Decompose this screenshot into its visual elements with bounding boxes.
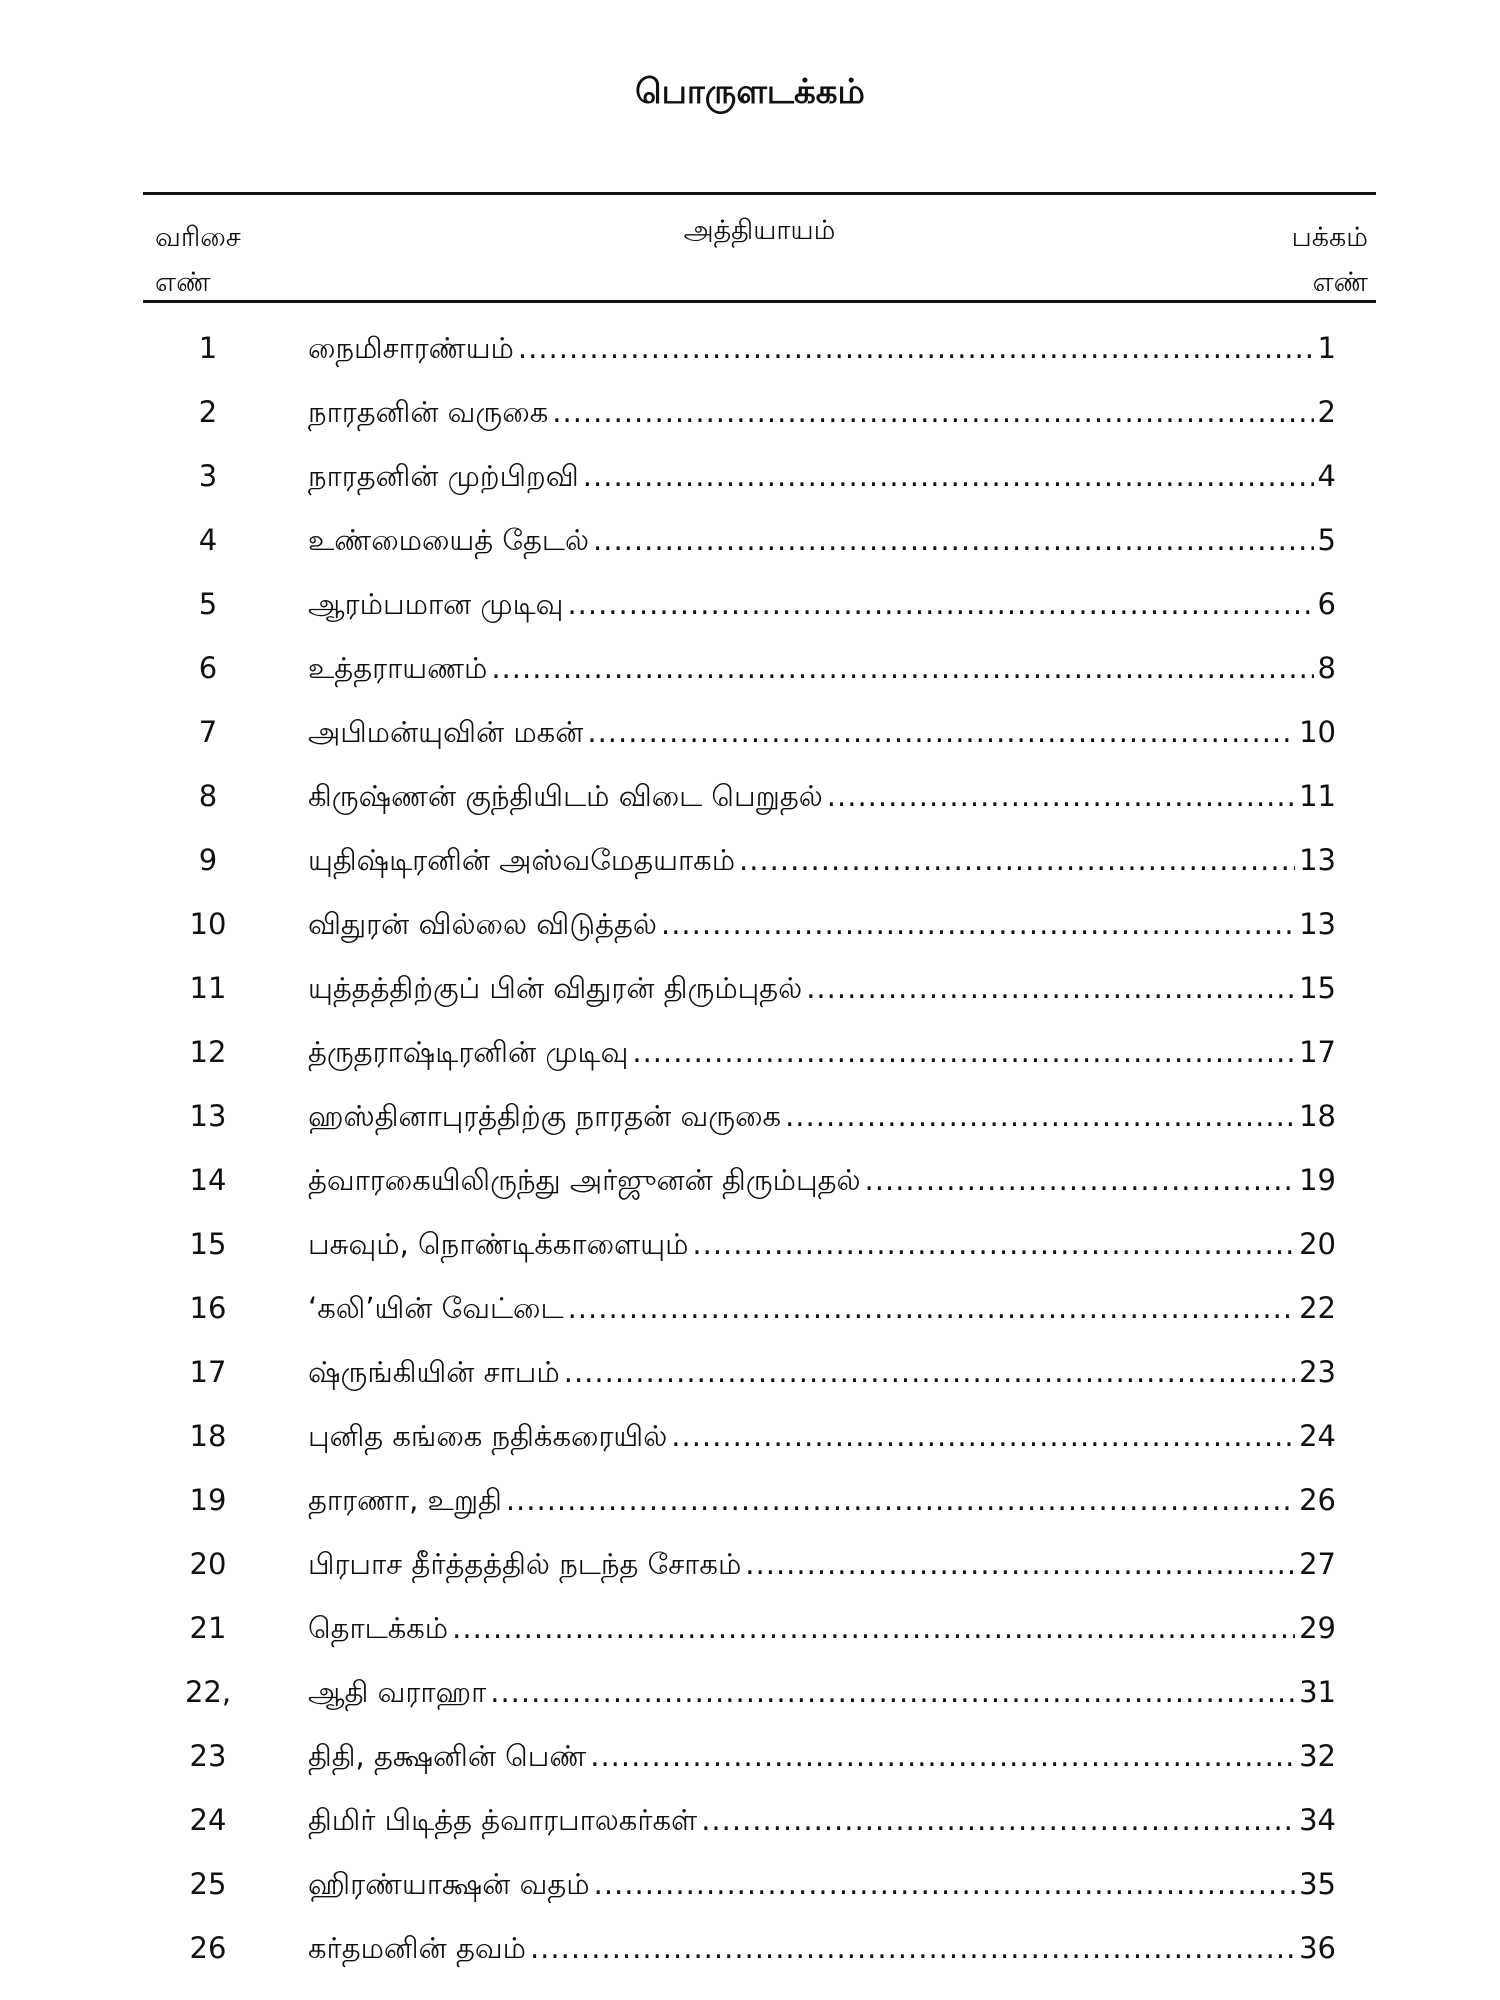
toc-row [143, 385, 1376, 449]
toc-row-leader-dots [865, 1163, 1296, 1197]
toc-row-leader-dots [491, 651, 1313, 685]
toc-row-page: 15 [1299, 971, 1336, 1005]
toc-row-leader-dots [552, 395, 1313, 429]
toc-row [143, 1025, 1376, 1089]
table-of-contents [143, 192, 1376, 1985]
toc-row-title: தொடக்கம் [308, 1611, 449, 1645]
toc-row [143, 1857, 1376, 1921]
toc-row-leader-dots [745, 1547, 1295, 1581]
toc-row [143, 577, 1376, 641]
toc-row-leader-dots [594, 1867, 1295, 1901]
toc-row-page: 29 [1299, 1611, 1336, 1645]
toc-row-title: பசுவும், நொண்டிக்காளையும் [308, 1227, 689, 1261]
toc-row-entry [308, 1867, 1336, 1905]
toc-row-page: 10 [1299, 715, 1336, 749]
toc-row-page: 5 [1317, 523, 1336, 557]
toc-row-title: அபிமன்யுவின் மகன் [308, 715, 584, 749]
toc-row [143, 449, 1376, 513]
toc-row-number: 1 [198, 331, 218, 365]
toc-row-title: உண்மையைத் தேடல் [308, 523, 590, 557]
toc-row-entry [308, 1483, 1336, 1521]
toc-row-title: நாரதனின் முற்பிறவி [308, 459, 579, 493]
toc-row-title: திதி, தக்ஷனின் பெண் [308, 1739, 587, 1773]
toc-row-page: 27 [1299, 1547, 1336, 1581]
toc-row-leader-dots [490, 1675, 1295, 1709]
toc-row-number: 13 [189, 1099, 227, 1133]
toc-row-number: 17 [189, 1355, 227, 1389]
toc-row-page: 23 [1299, 1355, 1336, 1389]
toc-row-leader-dots [506, 1483, 1295, 1517]
toc-row-leader-dots [564, 1355, 1295, 1389]
header-chapter: அத்தியாயம் [683, 215, 836, 246]
toc-row-leader-dots [567, 587, 1313, 621]
toc-row-entry [308, 1227, 1336, 1265]
toc-row-entry [308, 1355, 1336, 1393]
toc-row-page: 17 [1299, 1035, 1336, 1069]
toc-row-page: 18 [1299, 1099, 1336, 1133]
toc-row-number: 5 [198, 587, 218, 621]
toc-row-page: 24 [1299, 1419, 1336, 1453]
toc-row [143, 1345, 1376, 1409]
toc-row [143, 1217, 1376, 1281]
toc-row-leader-dots [661, 907, 1295, 941]
toc-row-page: 6 [1317, 587, 1336, 621]
toc-row-page: 19 [1299, 1163, 1336, 1197]
table-header [143, 195, 1376, 300]
toc-row-leader-dots [587, 715, 1295, 749]
toc-row-page: 26 [1299, 1483, 1336, 1517]
toc-row [143, 1921, 1376, 1985]
toc-row-title: ஹிரண்யாக்ஷன் வதம் [308, 1867, 590, 1901]
toc-row [143, 1281, 1376, 1345]
toc-row-title: ஷ்ருங்கியின் சாபம் [308, 1355, 560, 1389]
toc-row-entry [308, 1739, 1336, 1777]
toc-row-page: 13 [1299, 843, 1336, 877]
toc-row-title: உத்தராயணம் [308, 651, 488, 685]
toc-row-number: 25 [189, 1867, 227, 1901]
toc-row-title: விதுரன் வில்லை விடுத்தல் [308, 907, 657, 941]
header-page-line1: பக்கம் [1291, 222, 1368, 253]
toc-row-entry [308, 587, 1336, 625]
toc-row-number: 24 [189, 1803, 227, 1837]
toc-row-number: 2 [198, 395, 218, 429]
toc-row-entry [308, 459, 1336, 497]
toc-row-leader-dots [452, 1611, 1295, 1645]
toc-row-page: 34 [1299, 1803, 1336, 1837]
toc-row-leader-dots [518, 331, 1314, 365]
toc-row [143, 1537, 1376, 1601]
toc-row-number: 11 [189, 971, 227, 1005]
toc-rows [143, 321, 1376, 1985]
toc-row [143, 1793, 1376, 1857]
toc-row-entry [308, 1547, 1336, 1585]
toc-row-leader-dots [583, 459, 1314, 493]
toc-row-number: 16 [189, 1291, 227, 1325]
toc-row-entry [308, 1803, 1336, 1841]
toc-row [143, 1409, 1376, 1473]
toc-row-entry [308, 1035, 1336, 1073]
toc-row-number: 21 [189, 1611, 227, 1645]
toc-row-title: கிருஷ்ணன் குந்தியிடம் விடை பெறுதல் [308, 779, 823, 813]
toc-row [143, 1665, 1376, 1729]
toc-row [143, 897, 1376, 961]
toc-row [143, 321, 1376, 385]
toc-row-number: 12 [189, 1035, 227, 1069]
toc-row-page: 4 [1317, 459, 1336, 493]
header-page-number [1292, 215, 1368, 305]
toc-row-entry [308, 1163, 1336, 1201]
toc-row-entry [308, 1611, 1336, 1649]
toc-row-number: 7 [198, 715, 218, 749]
toc-row-page: 36 [1299, 1931, 1336, 1965]
toc-row-leader-dots [692, 1227, 1295, 1261]
toc-row [143, 513, 1376, 577]
toc-row-page: 13 [1299, 907, 1336, 941]
toc-row-title: ‘கலி’யின் வேட்டை [308, 1291, 564, 1325]
toc-row-title: ஆரம்பமான முடிவு [308, 587, 564, 621]
toc-row-entry [308, 331, 1336, 369]
toc-row-entry [308, 1931, 1336, 1969]
toc-row-title: பிரபாச தீர்த்தத்தில் நடந்த சோகம் [308, 1547, 742, 1581]
toc-row-number: 22, [184, 1675, 232, 1709]
toc-row-leader-dots [593, 523, 1314, 557]
toc-row-entry [308, 523, 1336, 561]
page-title: பொருளடக்கம் [635, 72, 865, 112]
toc-row-leader-dots [701, 1803, 1295, 1837]
toc-row [143, 705, 1376, 769]
toc-row-entry [308, 1099, 1336, 1137]
toc-row-leader-dots [739, 843, 1295, 877]
toc-row-page: 31 [1299, 1675, 1336, 1709]
toc-row-page: 20 [1299, 1227, 1336, 1261]
toc-row-entry [308, 843, 1336, 881]
toc-row [143, 1473, 1376, 1537]
toc-row-entry [308, 1291, 1336, 1329]
toc-row-title: ஹஸ்தினாபுரத்திற்கு நாரதன் வருகை [308, 1099, 782, 1133]
toc-row-title: யுத்தத்திற்குப் பின் விதுரன் திரும்புதல் [308, 971, 803, 1005]
toc-row-number: 15 [189, 1227, 227, 1261]
toc-row [143, 961, 1376, 1025]
toc-row [143, 1089, 1376, 1153]
toc-row-number: 6 [198, 651, 218, 685]
toc-row-title: நைமிசாரண்யம் [308, 331, 514, 365]
toc-row-number: 23 [189, 1739, 227, 1773]
toc-row-page: 32 [1299, 1739, 1336, 1773]
toc-row-entry [308, 971, 1336, 1009]
toc-row-page: 11 [1299, 779, 1336, 813]
toc-row-page: 22 [1299, 1291, 1336, 1325]
toc-row-leader-dots [671, 1419, 1295, 1453]
toc-row-number: 14 [189, 1163, 227, 1197]
toc-row-title: திமிர் பிடித்த த்வாரபாலகர்கள் [308, 1803, 698, 1837]
toc-row-page: 8 [1317, 651, 1336, 685]
toc-row-number: 4 [198, 523, 218, 557]
toc-row-number: 3 [198, 459, 218, 493]
toc-row-page: 35 [1299, 1867, 1336, 1901]
toc-row-title: கர்தமனின் தவம் [308, 1931, 526, 1965]
toc-row-leader-dots [590, 1739, 1295, 1773]
toc-row-entry [308, 1675, 1336, 1713]
toc-row-leader-dots [568, 1291, 1296, 1325]
toc-row-number: 9 [198, 843, 218, 877]
toc-row-title: நாரதனின் வருகை [308, 395, 549, 429]
toc-row-number: 19 [189, 1483, 227, 1517]
toc-row-title: புனித கங்கை நதிக்கரையில் [308, 1419, 668, 1453]
toc-row-title: த்ருதராஷ்டிரனின் முடிவு [308, 1035, 629, 1069]
toc-row [143, 1729, 1376, 1793]
toc-row-title: தாரணா, உறுதி [308, 1483, 502, 1517]
toc-row [143, 1153, 1376, 1217]
toc-row-number: 26 [189, 1931, 227, 1965]
toc-row [143, 1601, 1376, 1665]
toc-row [143, 769, 1376, 833]
toc-row-entry [308, 907, 1336, 945]
toc-row-leader-dots [785, 1099, 1295, 1133]
toc-row-leader-dots [632, 1035, 1295, 1069]
toc-row-title: யுதிஷ்டிரனின் அஸ்வமேதயாகம் [308, 843, 736, 877]
header-serial-line2: எண் [155, 267, 211, 298]
toc-row-leader-dots [530, 1931, 1295, 1965]
toc-row-number: 18 [189, 1419, 227, 1453]
toc-row-entry [308, 651, 1336, 689]
header-serial-line1: வரிசை [155, 222, 241, 253]
toc-row [143, 833, 1376, 897]
toc-row-leader-dots [806, 971, 1295, 1005]
toc-row-entry [308, 395, 1336, 433]
toc-row-title: த்வாரகையிலிருந்து அர்ஜுனன் திரும்புதல் [308, 1163, 861, 1197]
header-page-line2: எண் [1312, 267, 1368, 298]
toc-row-page: 2 [1317, 395, 1336, 429]
toc-row-number: 10 [189, 907, 227, 941]
toc-row-entry [308, 779, 1336, 817]
toc-row-entry [308, 1419, 1336, 1457]
toc-row-number: 8 [198, 779, 218, 813]
toc-row-number: 20 [189, 1547, 227, 1581]
toc-row-leader-dots [827, 779, 1295, 813]
toc-row-entry [308, 715, 1336, 753]
toc-row-title: ஆதி வராஹா [308, 1675, 487, 1709]
toc-row-page: 1 [1317, 331, 1336, 365]
toc-row [143, 641, 1376, 705]
header-bottom-rule [143, 300, 1376, 303]
